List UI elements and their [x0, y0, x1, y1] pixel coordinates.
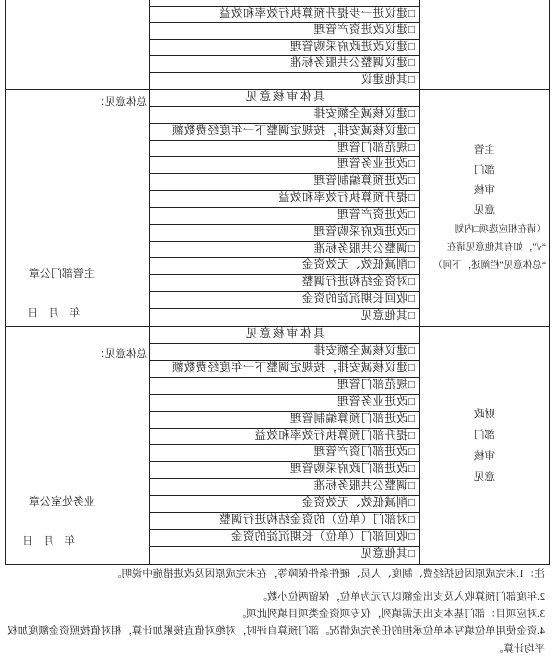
- option-item: □改进资产管理: [150, 208, 419, 225]
- instruction-line: “总体意见”栏阐述，下同）: [433, 261, 546, 271]
- partial-section: [5, 0, 550, 90]
- option-item: □收回部门（单位）长期沉淀的资金: [150, 530, 419, 547]
- option-item: □建议核减安排，按规定调整下一年度经费数额: [150, 124, 419, 141]
- footnote: 2.年度部门预算收入及支出金额以万元为单位，保留两位小数。: [256, 592, 545, 603]
- supervisor-review-label-cell: [419, 90, 549, 326]
- partial-section-options: [149, 0, 419, 89]
- option-item: □建议改进资产管理: [150, 23, 419, 39]
- partial-section-label-cell: [419, 0, 549, 89]
- supervisor-review-options: [149, 90, 419, 326]
- date-label: 年 月 日: [22, 536, 75, 547]
- option-item: □改进业务管理: [150, 395, 419, 412]
- option-item: □规范部门管理: [150, 378, 419, 395]
- instruction-line: （请在相应选项□内划: [454, 225, 546, 235]
- footnote: 3.对应项目：部门基本支出无需填列，仅专项资金类项目填列此项。: [235, 609, 545, 620]
- supervisor-overall-opinion-cell: [6, 90, 149, 326]
- option-item: □建议核减安排，按规定调整下一年度经费数额: [150, 361, 419, 378]
- label-line: 意见: [474, 471, 495, 483]
- option-item: □建议核减全额安排: [150, 107, 419, 124]
- option-item: □其他建议: [360, 73, 415, 86]
- option-item: □建议进一步提升预算执行效率和效益: [150, 7, 419, 23]
- footnote: 平均计算。: [493, 644, 545, 655]
- option-item: □规范部门管理: [150, 141, 419, 158]
- cropped-row: [150, 0, 419, 7]
- option-item: □改进预算编制管理: [150, 174, 419, 191]
- option-item: □改进业务管理: [150, 157, 419, 174]
- partial-section-opinion-cell: [6, 0, 149, 89]
- date-label: 年 月 日: [27, 308, 80, 319]
- seal-label: 主管部门公章: [29, 268, 95, 280]
- option-item: □建议核减全额安排: [150, 344, 419, 361]
- option-item: □其他意见: [360, 547, 415, 560]
- option-item: □提升预算执行效率和效益: [150, 191, 419, 208]
- detail-review-header: 具体审核意见: [150, 90, 419, 107]
- option-item: □建议改进政府采购管理: [150, 40, 419, 56]
- finance-overall-opinion-cell: [6, 327, 149, 564]
- label-line: 部门: [474, 165, 495, 176]
- finance-review-options: [149, 327, 419, 564]
- option-item: □改进部门政府采购管理: [150, 462, 419, 479]
- option-item: □其他意见: [360, 309, 415, 322]
- seal-label: 业务处室公章: [29, 496, 95, 508]
- option-item: □提升部门预算执行效率和效益: [150, 429, 419, 446]
- option-item: □削减低效、无效资金: [150, 496, 419, 513]
- label-line: 意见: [474, 205, 495, 216]
- label-line: 审核: [474, 185, 495, 196]
- option-item: □对资金结构进行调整: [150, 275, 419, 292]
- supervisor-review-section: [5, 90, 550, 327]
- option-item: □改进政府采购管理: [150, 225, 419, 242]
- option-item: □调整公共服务标准: [150, 242, 419, 259]
- instruction-line: “√”，如有其他意见请在: [446, 243, 546, 253]
- detail-review-header: 具体审核意见: [150, 327, 419, 344]
- overall-opinion-label: 总体意见：: [94, 349, 147, 360]
- option-item: □调整公共服务标准: [150, 479, 419, 496]
- option-item: □收回长期沉淀的资金: [150, 292, 419, 309]
- footnote: 注：1.未完成原因包括经费、制度、人员、硬件条件保障等，在未完成原因及改进措施中说明。: [111, 569, 545, 580]
- option-item: □对部门（单位）的资金结构进行调整: [150, 513, 419, 530]
- option-item: □改进部门预算编制管理: [150, 412, 419, 429]
- footnote: 4.资金使用单位填写本单位承担的任务完成情况。部门预算自评时，对绝对值直接累加计算，相对值按照资金额度加权: [7, 626, 545, 637]
- option-item: □削减低效、无效资金: [150, 258, 419, 275]
- overall-opinion-label: 总体意见：: [94, 97, 147, 108]
- option-item: □建议调整公共服务标准: [150, 56, 419, 72]
- label-line: 主管: [474, 145, 495, 156]
- option-item: □改进部门资产管理: [150, 445, 419, 462]
- label-line: 审核: [474, 450, 495, 462]
- finance-review-label-cell: [419, 327, 549, 564]
- label-line: 部门: [474, 429, 495, 441]
- finance-review-section: [5, 327, 550, 565]
- label-line: 财政: [474, 408, 495, 420]
